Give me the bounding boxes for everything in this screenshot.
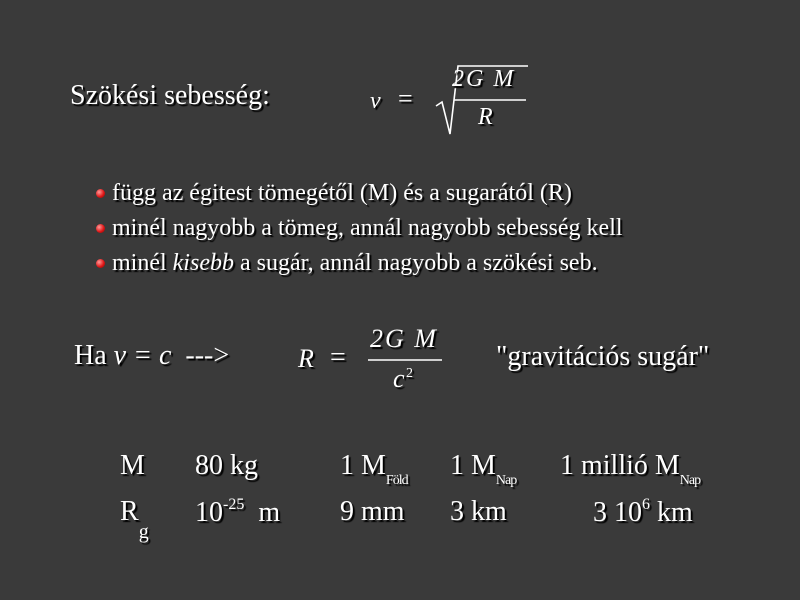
row-m-80kg: 80 kg: [195, 450, 258, 481]
formula2-denominator-exponent: 2: [406, 366, 413, 381]
formula2-equals: =: [330, 342, 346, 373]
bullet-text: a sugár, annál nagyobb a szökési seb.: [233, 250, 598, 276]
bullet-text: minél: [112, 250, 173, 276]
row-r-sun-value: 3 km: [450, 496, 507, 527]
bullet-text: függ az égitest tömegétől (M) és a sugarától (R): [112, 180, 572, 206]
row-r-million-sun-value: 3 $10^6$ km: [593, 496, 693, 528]
row-r-earth-value: 9 mm: [340, 496, 405, 527]
formula1-lhs: v: [370, 88, 381, 114]
bullet-text: minél nagyobb a tömeg, annál nagyobb sebesség kell: [112, 215, 623, 241]
formula2-denominator: c: [393, 364, 405, 393]
formula1-equals: =: [398, 84, 413, 113]
row-m-label: M: [120, 450, 145, 481]
condition-prefix: Ha: [74, 340, 114, 371]
formula1-numerator: 2G M: [452, 66, 516, 92]
formula1-denominator: R: [478, 104, 493, 130]
gravitational-radius-label: "gravitációs sugár": [496, 341, 710, 372]
row-m-million-sun-mass: 1 millió $M_{Nap}$: [560, 450, 701, 488]
formula2-numerator: 2G M: [370, 324, 438, 353]
condition-arrow: --->: [171, 340, 230, 371]
formula2-lhs: R: [298, 344, 314, 373]
slide-title: Szökési sebesség:: [70, 80, 270, 111]
condition-expression: v = c: [113, 340, 172, 371]
row-r-80kg-value: $10^{-25}$ m: [195, 496, 281, 528]
bullet-text: kisebb: [172, 250, 234, 276]
row-m-sun-mass: 1 $M_{Nap}$: [450, 450, 517, 488]
row-r-label: $R_g$: [120, 496, 148, 543]
row-m-earth-mass: 1 $M_{Föld}$: [340, 450, 408, 488]
